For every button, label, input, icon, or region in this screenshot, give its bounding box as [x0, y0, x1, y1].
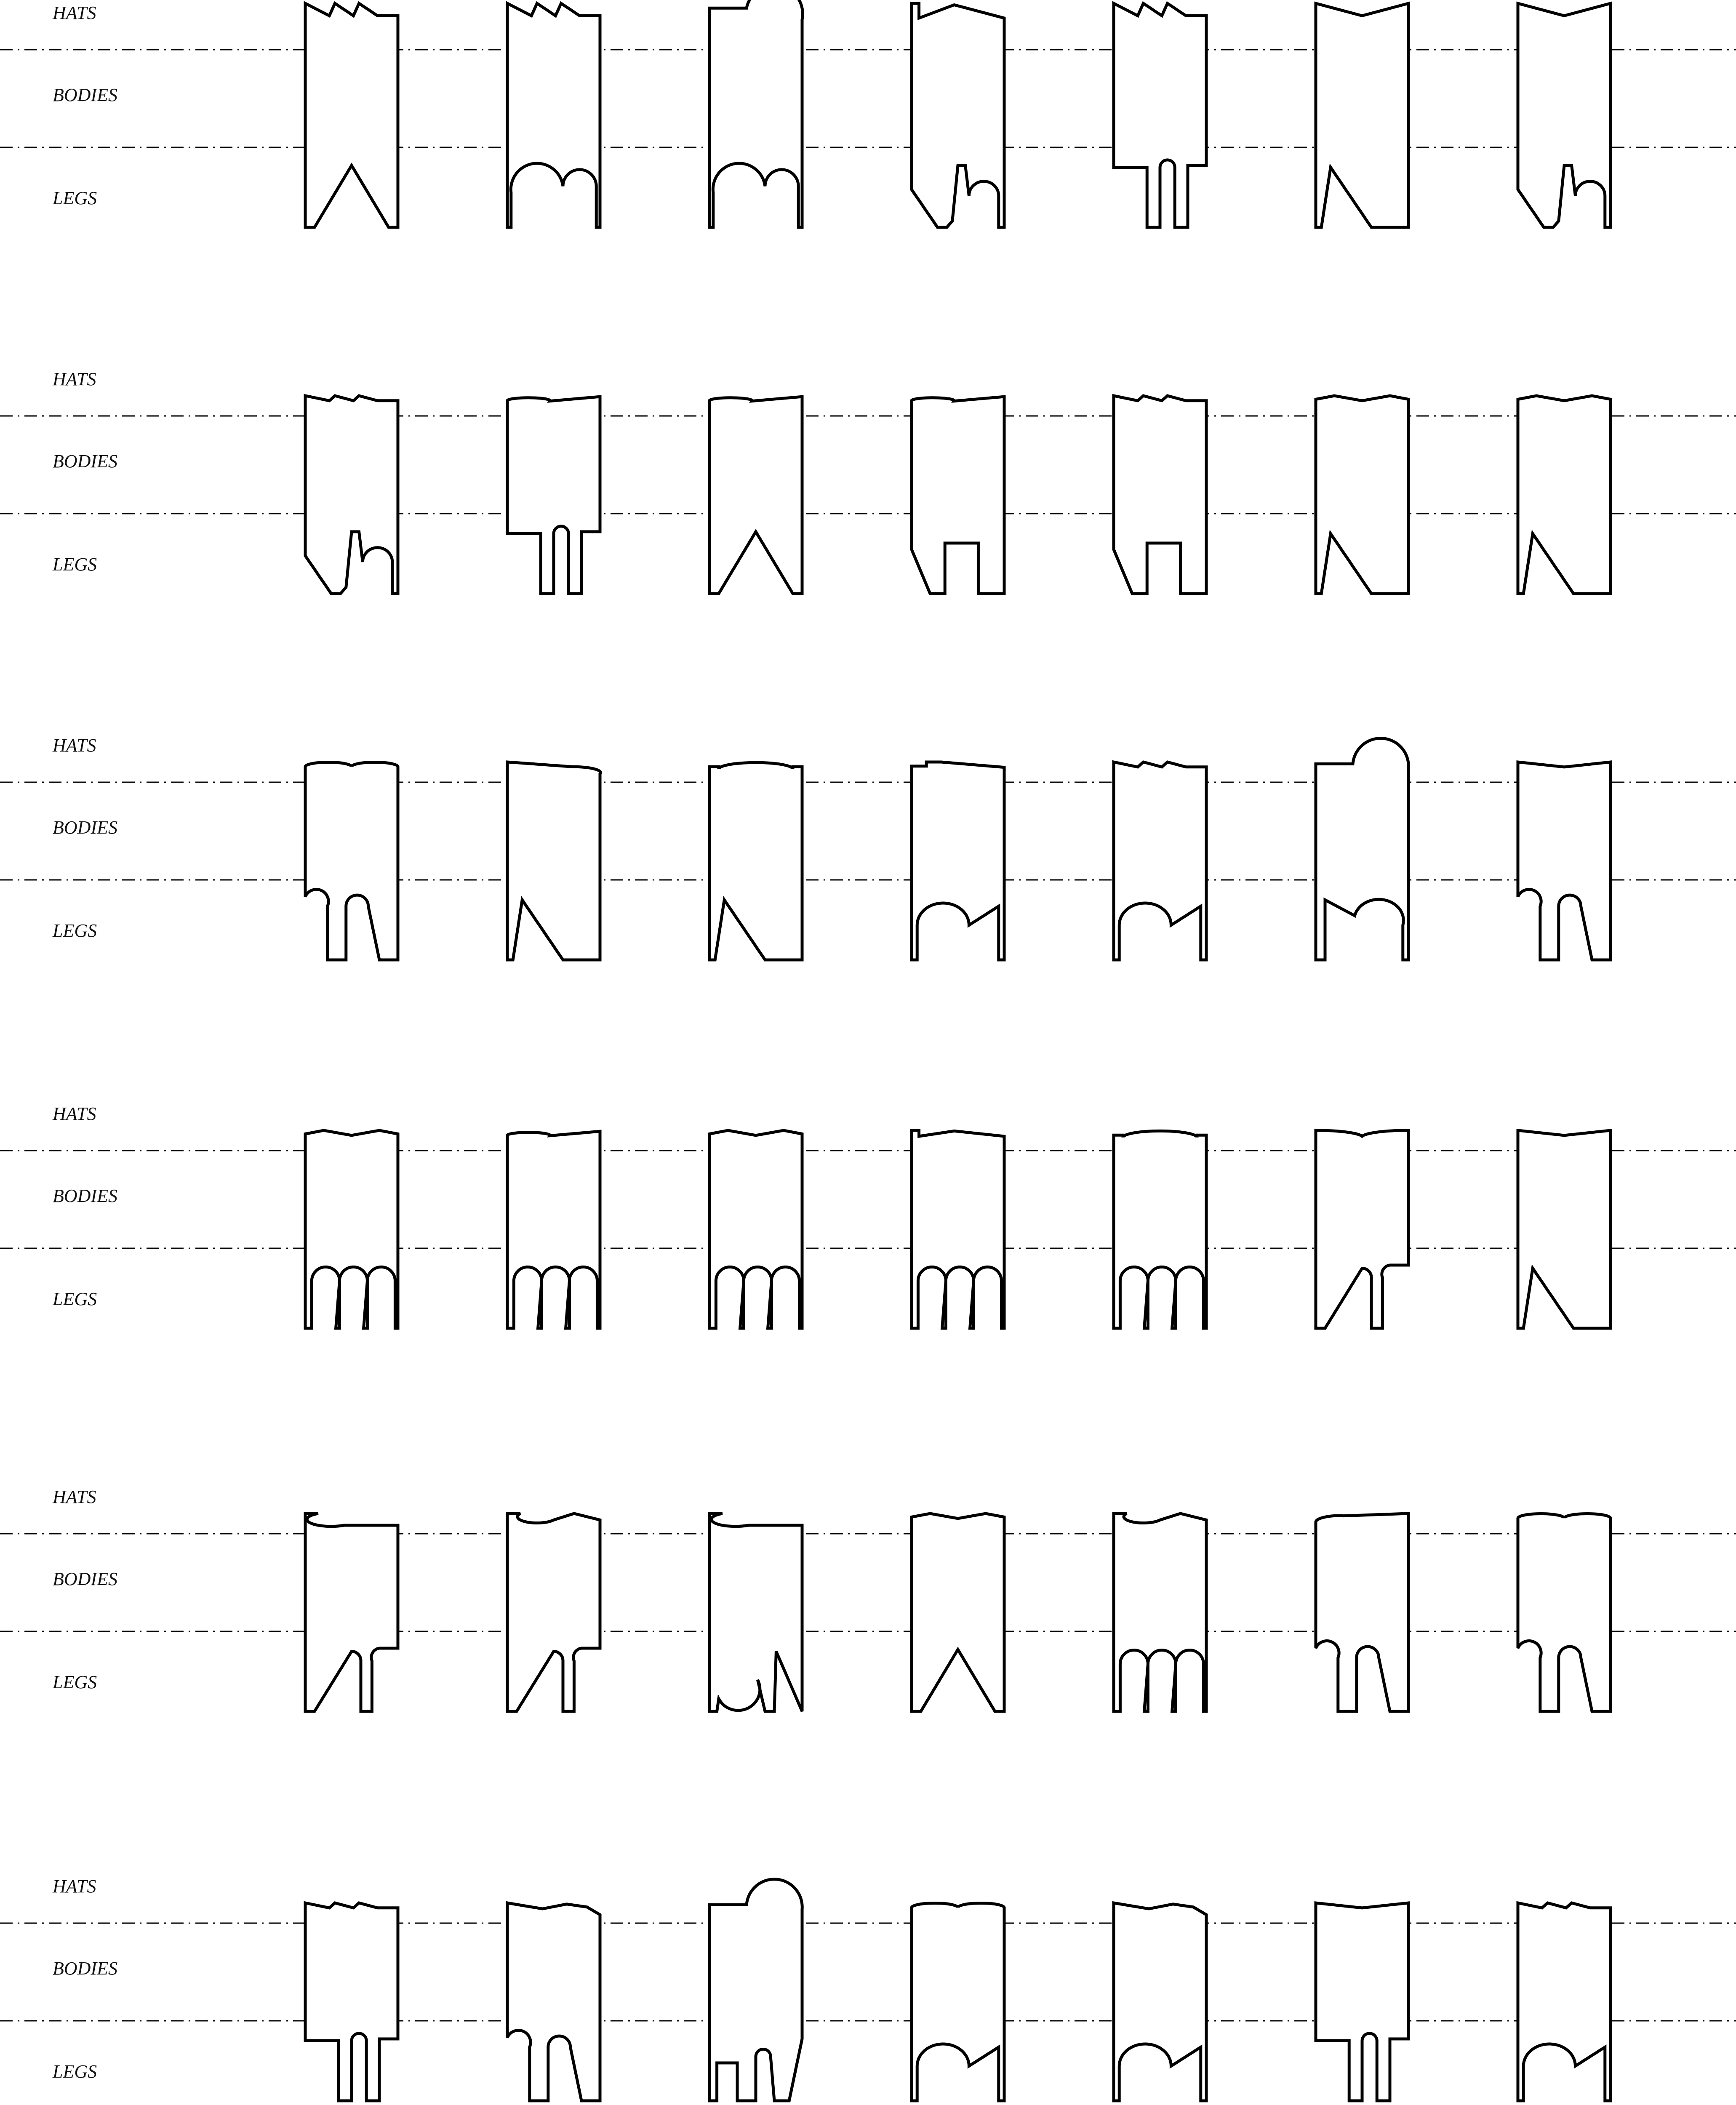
- glyph-figure-zigzag-notch-arch-pair: [507, 3, 600, 227]
- bodies-zone-label: BODIES: [53, 451, 117, 472]
- legs-zone-label: LEGS: [53, 1672, 97, 1692]
- glyph-figure-bump-slant-square-notch: [912, 397, 1004, 594]
- glyph-figure-arch-posts-triple-arch: [1114, 1131, 1206, 1328]
- hats-zone-label: HATS: [53, 735, 96, 756]
- glyph-figure-quarter-curve-arch-spike: [709, 1513, 802, 1711]
- glyph-figure-zigzag-notch-arch-v: [1518, 1903, 1611, 2101]
- glyph-figure-arch-posts-z-diagonal: [709, 762, 802, 960]
- glyph-figure-m-peaks-triple-arch: [709, 1130, 802, 1328]
- glyph-figure-v-notch-z-diagonal: [1518, 1130, 1611, 1328]
- glyph-figure-bump-slant-two-posts: [507, 397, 600, 594]
- glyph-figure-slope-rounded-z-diagonal: [507, 762, 600, 960]
- bodies-zone-label: BODIES: [53, 1569, 117, 1589]
- glyph-figure-double-bump-u-slant: [305, 762, 398, 960]
- hats-zone-label: HATS: [53, 369, 96, 389]
- glyph-figure-zigzag-notch-two-posts: [305, 1903, 398, 2101]
- glyph-figure-slant-post-hook-arch: [912, 3, 1004, 227]
- legs-zone-label: LEGS: [53, 1289, 97, 1309]
- legs-zone-label: LEGS: [53, 554, 97, 575]
- glyph-figure-round-bump-left-arch-pair: [709, 0, 803, 227]
- glyph-figure-zigzag-notch-hook-arch: [305, 396, 398, 594]
- glyph-figure-v-notch-two-posts: [1316, 1903, 1408, 2101]
- glyph-figure-zigzag-notch-square-notch: [1114, 396, 1206, 594]
- glyph-figure-round-bump-left-square-u: [709, 1879, 802, 2101]
- glyph-figure-quarter-curve-slant-leg: [305, 1513, 398, 1711]
- bodies-zone-label: BODIES: [53, 85, 117, 105]
- glyph-figure-notch-peak-arch-v: [1114, 1903, 1206, 2101]
- hats-zone-label: HATS: [53, 1487, 96, 1507]
- glyph-figure-v-notch-z-diagonal: [1316, 3, 1408, 227]
- glyph-row: [0, 1103, 1736, 1328]
- bodies-zone-label: BODIES: [53, 1186, 117, 1206]
- glyph-figure-v-notch-u-slant: [1518, 762, 1611, 960]
- glyph-row: [0, 735, 1736, 960]
- bodies-zone-label: BODIES: [53, 817, 117, 838]
- bodies-zone-label: BODIES: [53, 1958, 117, 1979]
- glyph-figure-m-peaks-z-diagonal: [1518, 396, 1611, 594]
- glyph-figure-m-peaks-z-diagonal: [1316, 396, 1408, 594]
- glyph-figure-curve-slope-u-slant: [1316, 1513, 1408, 1711]
- glyph-figure-notch-peak-u-slant: [507, 1903, 600, 2101]
- glyph-figure-bump-slant-inverted-v: [709, 397, 802, 594]
- glyph-figure-m-peaks-inverted-v: [912, 1513, 1004, 1711]
- glyph-row: [0, 0, 1736, 227]
- glyph-figure-double-bump-arch-v: [912, 1903, 1004, 2101]
- legs-zone-label: LEGS: [53, 2061, 97, 2082]
- legs-zone-label: LEGS: [53, 188, 97, 208]
- hats-zone-label: HATS: [53, 1876, 96, 1897]
- glyph-figure-m-peaks-triple-arch: [305, 1130, 398, 1328]
- glyph-figure-scoop-peak-slant-leg: [507, 1513, 600, 1711]
- glyph-row: [0, 369, 1736, 594]
- legs-zone-label: LEGS: [53, 920, 97, 941]
- glyph-figure-slant-post-triple-arch: [912, 1130, 1004, 1328]
- hats-zone-label: HATS: [53, 1103, 96, 1124]
- glyph-figure-double-bump-u-slant: [1518, 1514, 1611, 1711]
- glyph-figure-v-notch-hook-arch: [1518, 3, 1611, 227]
- glyph-figure-bump-slant-triple-arch: [507, 1131, 600, 1328]
- hats-zone-label: HATS: [53, 3, 96, 23]
- glyph-figure-step-slant-arch-v: [912, 762, 1004, 960]
- glyph-figure-curved-v-slant-leg: [1316, 1130, 1408, 1328]
- glyph-figure-round-bump-left-v-arch: [1316, 738, 1408, 960]
- glyph-figure-zigzag-notch-two-posts: [1114, 3, 1206, 227]
- glyph-figure-scoop-peak-triple-arch: [1114, 1513, 1206, 1711]
- glyph-row: [0, 1876, 1736, 2101]
- glyph-figure-zigzag-notch-inverted-v: [305, 3, 398, 227]
- glyph-figure-zigzag-notch-arch-v: [1114, 762, 1206, 960]
- glyph-row: [0, 1487, 1736, 1711]
